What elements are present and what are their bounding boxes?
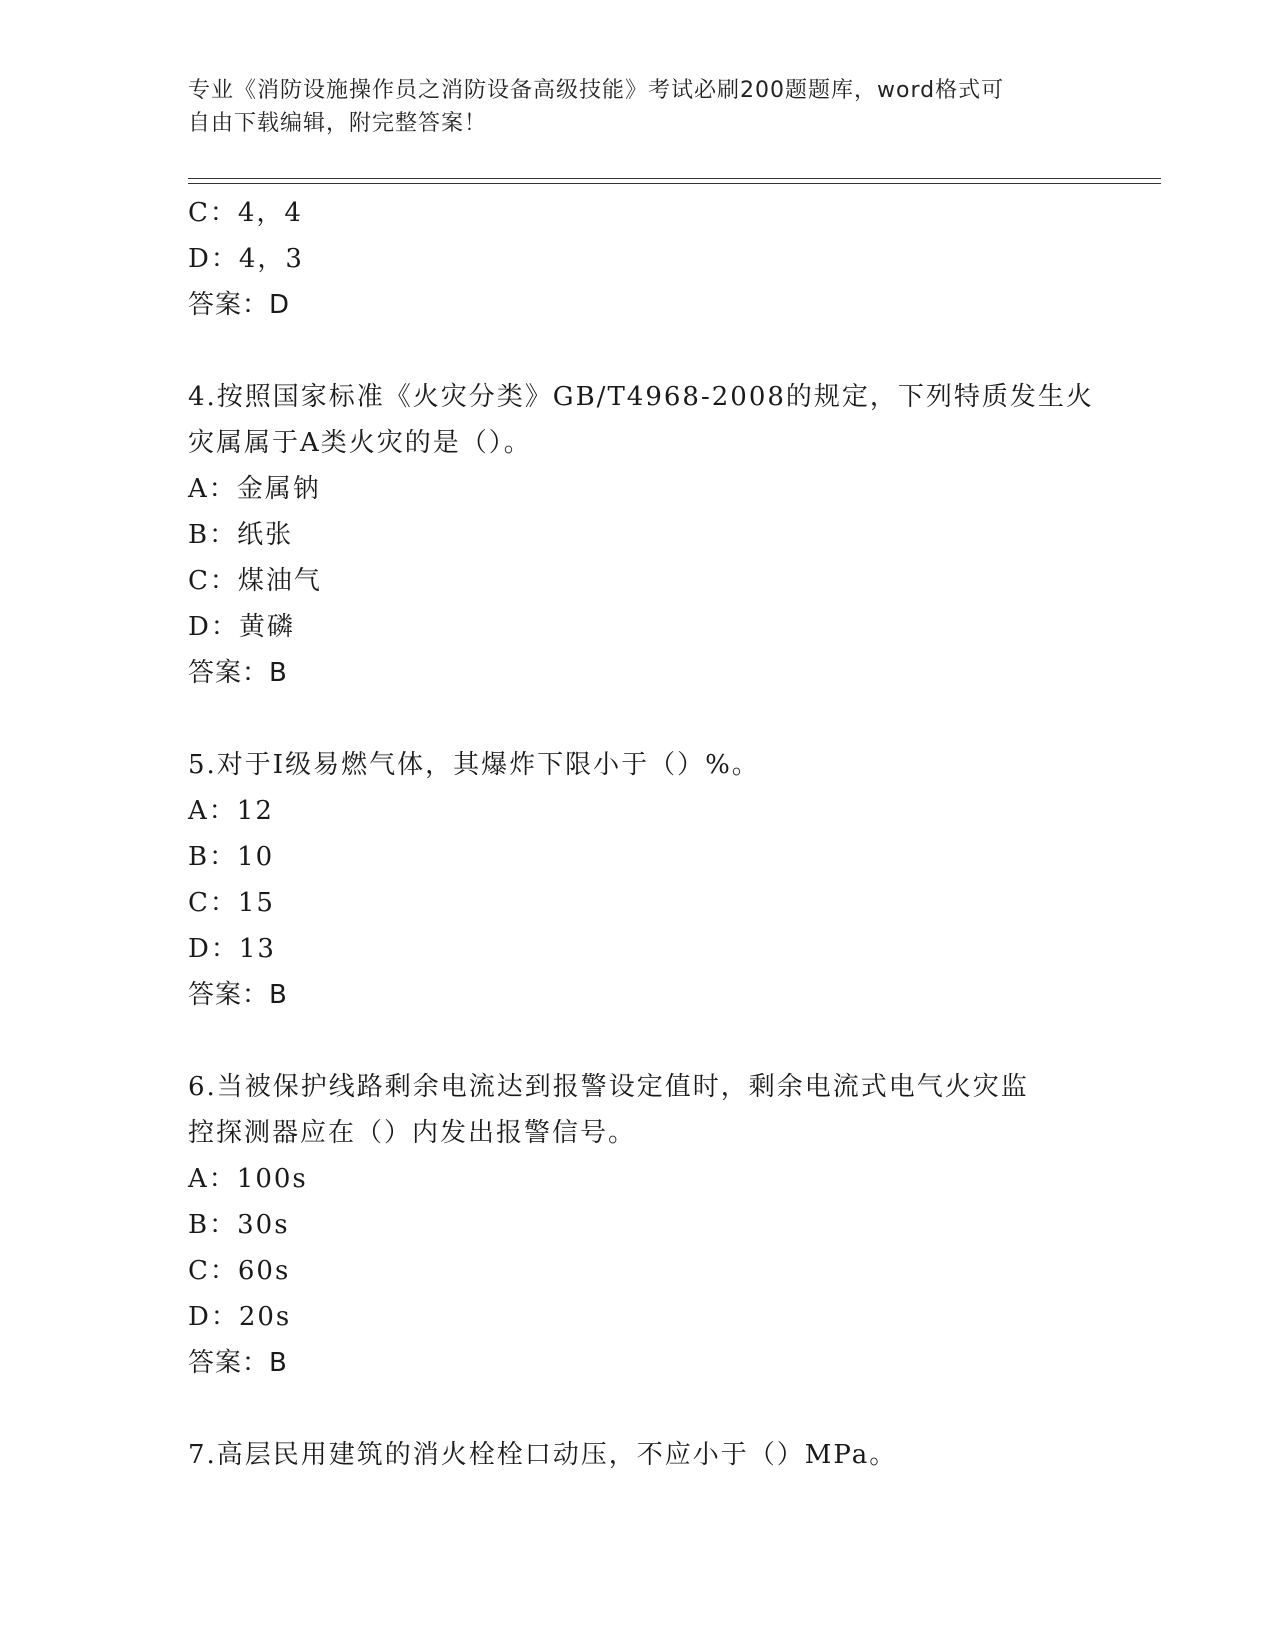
question-4 [188, 374, 1094, 696]
option-a: A：金属钠 [188, 474, 321, 504]
question-7 [188, 1432, 1088, 1478]
question-stem-line: 7.高层民用建筑的消火栓栓口动压，不应小于（）MPa。 [188, 1440, 898, 1470]
option-a: A：100s [188, 1164, 308, 1194]
question-5 [188, 742, 1088, 1018]
option-b: B：10 [188, 842, 275, 872]
option-b: B：30s [188, 1210, 290, 1240]
option-c: C：煤油气 [188, 566, 322, 596]
header-line-2: 自由下载编辑，附完整答案！ [188, 111, 488, 136]
answer-line: 答案：B [188, 658, 288, 688]
question-fragment-3 [188, 190, 1088, 328]
question-stem-line: 5.对于Ⅰ级易燃气体，其爆炸下限小于（）%。 [188, 750, 760, 780]
answer-line: 答案：B [188, 980, 288, 1010]
option-c: C：60s [188, 1256, 291, 1286]
question-stem-line: 控探测器应在（）内发出报警信号。 [188, 1118, 637, 1148]
document-body [188, 190, 1094, 1478]
header-divider-bottom [188, 183, 1161, 184]
answer-line: 答案：D [188, 290, 291, 320]
header-line-1: 专业《消防设施操作员之消防设备高级技能》考试必刷200题题库，word格式可 [188, 78, 1005, 103]
option-d: D：4，3 [188, 244, 304, 274]
option-c: C：15 [188, 888, 275, 918]
option-c: C：4，4 [188, 198, 303, 228]
answer-line: 答案：B [188, 1348, 288, 1378]
option-d: D：13 [188, 934, 276, 964]
document-header [188, 74, 1068, 140]
option-b: B：纸张 [188, 520, 294, 550]
question-stem-line: 4.按照国家标准《火灾分类》GB/T4968-2008的规定，下列特质发生火 [188, 382, 1094, 412]
question-stem-line: 6.当被保护线路剩余电流达到报警设定值时，剩余电流式电气火灾监 [188, 1072, 1029, 1102]
option-d: D：20s [188, 1302, 292, 1332]
header-divider-top [188, 178, 1161, 179]
option-a: A：12 [188, 796, 274, 826]
question-6 [188, 1064, 1088, 1386]
option-d: D：黄磷 [188, 612, 295, 642]
question-stem-line: 灾属属于A类火灾的是（）。 [188, 428, 532, 458]
